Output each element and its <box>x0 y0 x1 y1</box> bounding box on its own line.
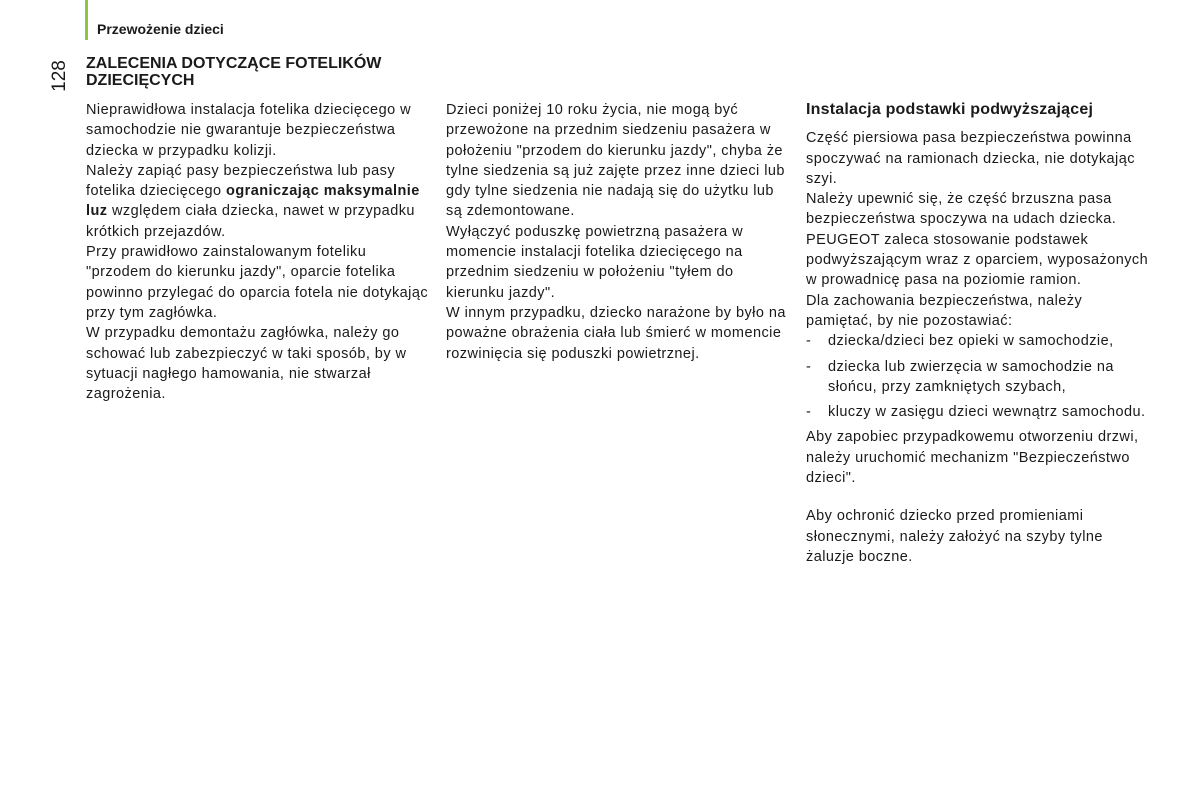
page-header-title: Przewożenie dzieci <box>97 21 224 37</box>
paragraph-text: względem ciała dziecka, nawet w przypadku krótkich przejazdów. <box>86 203 415 240</box>
paragraph: Część piersiowa pasa bezpieczeństwa powinna spoczywać na ramionach dziecka, nie dotykając szyi. <box>806 130 1135 187</box>
paragraph: Przy prawidłowo zainstalowanym foteliku "przodem do kierunku jazdy", oparcie fotelika powinno przylegać do oparcia fotela nie dotykając przy tym zagłówka. <box>86 244 429 321</box>
paragraph: Dla zachowania bezpieczeństwa, należy pamiętać, by nie pozostawiać: <box>806 292 1083 329</box>
paragraph: Dzieci poniżej 10 roku życia, nie mogą być przewożone na przednim siedzeniu pasażera w położeniu "przodem do kierunku jazdy", chyba że tylne siedzenia są już zajęte przez inne dzieci lub gdy tylne siedzenia nie nadają się do użytku lub są zdemontowane. <box>446 102 785 220</box>
list-item: - dziecka/dzieci bez opieki w samochodzie, <box>806 331 1151 351</box>
paragraph: W innym przypadku, dziecko narażone by było na poważne obrażenia ciała lub śmierć w momencie rozwinięcia się poduszki powietrznej. <box>446 304 786 362</box>
subheading-booster-seat: Instalacja podstawki podwyższającej <box>806 101 1094 118</box>
list-item: - kluczy w zasięgu dzieci wewnątrz samochodu. <box>806 402 1151 422</box>
paragraph: Należy upewnić się, że część brzuszna pasa bezpieczeństwa spoczywa na udach dziecka. <box>806 191 1117 228</box>
paragraph: Wyłączyć poduszkę powietrzną pasażera w momencie instalacji fotelika dziecięcego na przednim siedzeniu w położeniu "tyłem do kierunku jazdy". <box>446 223 744 301</box>
header-accent-bar <box>85 0 88 40</box>
text-column-3 <box>806 100 1151 567</box>
paragraph: Aby ochronić dziecko przed promieniami słonecznymi, należy założyć na szyby tylne żaluzje boczne. <box>806 508 1103 565</box>
paragraph-text: Należy zapiąć pasy bezpieczeństwa lub pasy fotelika dziecięcego <box>86 162 396 200</box>
section-heading-line-1: ZALECENIA DOTYCZĄCE FOTELIKÓW <box>86 55 382 72</box>
emphasis-text: ograniczając maksymalnie luz <box>86 183 420 220</box>
paragraph: Nieprawidłowa instalacja fotelika dziecięcego w samochodzie nie gwarantuje bezpieczeństwa dziecka w przypadku kolizji. <box>86 102 411 159</box>
paragraph: W przypadku demontażu zagłówka, należy go schować lub zabezpieczyć w taki sposób, by w sytuacji nagłego hamowania, nie stwarzał zagrożenia. <box>86 325 407 403</box>
bullet-list <box>806 331 1151 422</box>
text-column-2 <box>446 100 791 364</box>
list-item: - dziecka lub zwierzęcia w samochodzie na słońcu, przy zamkniętych szybach, <box>806 357 1151 398</box>
page-number: 128 <box>49 60 70 92</box>
section-heading <box>86 55 446 89</box>
paragraph: Aby zapobiec przypadkowemu otworzeniu drzwi, należy uruchomić mechanizm "Bezpieczeństwo dzieci". <box>806 429 1139 487</box>
text-column-1 <box>86 100 431 404</box>
paragraph: PEUGEOT zaleca stosowanie podstawek podwyższającym wraz z oparciem, wyposażonych w prowadnicę pasa na poziomie ramion. <box>806 231 1149 289</box>
section-heading-line-2: DZIECIĘCYCH <box>86 72 195 89</box>
paragraph <box>86 161 431 242</box>
